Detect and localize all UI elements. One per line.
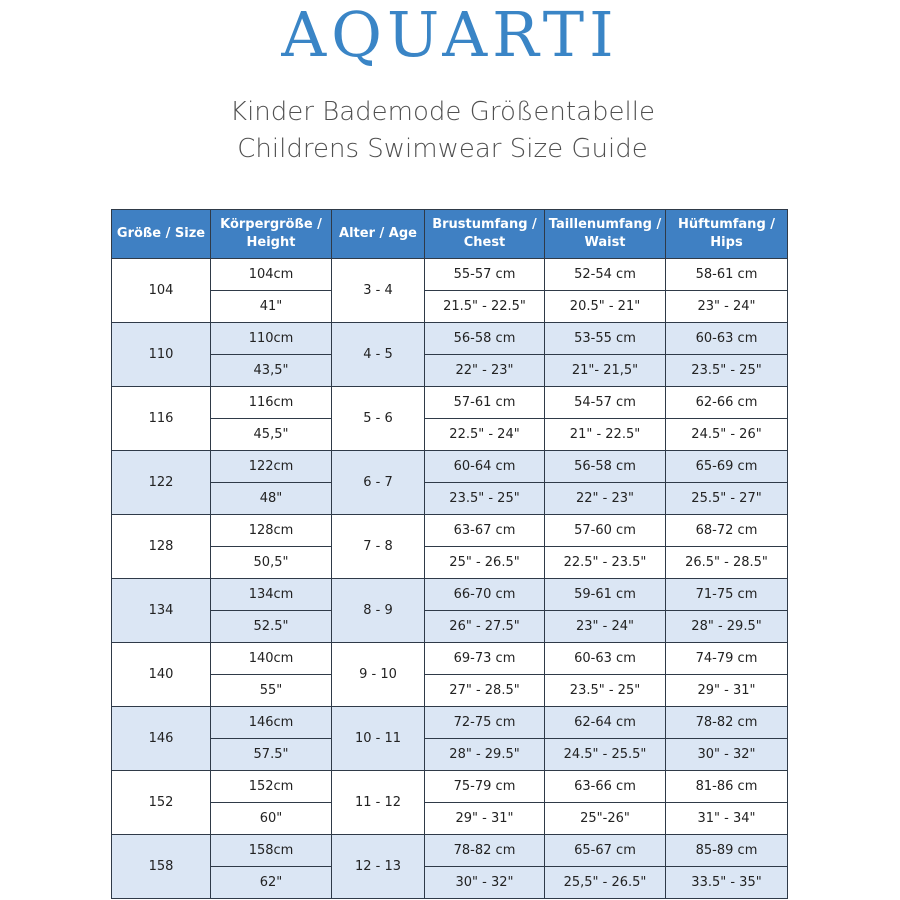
- waist-cm-cell: 53-55 cm: [545, 323, 666, 355]
- table-row: [112, 419, 788, 451]
- table-row: [112, 643, 788, 675]
- size-cell: 140: [112, 643, 211, 707]
- chest-cm-cell: 66-70 cm: [425, 579, 545, 611]
- age-cell: 10 - 11: [332, 707, 425, 771]
- waist-in-cell: 22.5" - 23.5": [545, 547, 666, 579]
- waist-in-cell: 25,5" - 26.5": [545, 867, 666, 899]
- size-table: [111, 209, 788, 899]
- hips-in-cell: 28" - 29.5": [666, 611, 788, 643]
- waist-cm-cell: 62-64 cm: [545, 707, 666, 739]
- waist-cm-cell: 59-61 cm: [545, 579, 666, 611]
- header-size: Größe / Size: [112, 210, 211, 259]
- height-cm-cell: 134cm: [211, 579, 332, 611]
- waist-cm-cell: 63-66 cm: [545, 771, 666, 803]
- size-cell: 134: [112, 579, 211, 643]
- table-row: [112, 355, 788, 387]
- subtitle-german: Kinder Bademode Größentabelle: [230, 97, 655, 127]
- header-hips: Hüftumfang / Hips: [666, 210, 788, 259]
- table-row: [112, 803, 788, 835]
- height-cm-cell: 158cm: [211, 835, 332, 867]
- table-row: [112, 739, 788, 771]
- hips-in-cell: 24.5" - 26": [666, 419, 788, 451]
- chest-in-cell: 28" - 29.5": [425, 739, 545, 771]
- chest-in-cell: 25" - 26.5": [425, 547, 545, 579]
- table-row: [112, 515, 788, 547]
- height-in-cell: 45,5": [211, 419, 332, 451]
- height-cm-cell: 104cm: [211, 259, 332, 291]
- table-row: [112, 483, 788, 515]
- height-in-cell: 55": [211, 675, 332, 707]
- height-in-cell: 62": [211, 867, 332, 899]
- chest-cm-cell: 60-64 cm: [425, 451, 545, 483]
- height-in-cell: 43,5": [211, 355, 332, 387]
- waist-in-cell: 24.5" - 25.5": [545, 739, 666, 771]
- hips-cm-cell: 62-66 cm: [666, 387, 788, 419]
- table-row: [112, 451, 788, 483]
- header-chest: Brustumfang / Chest: [425, 210, 545, 259]
- chest-cm-cell: 63-67 cm: [425, 515, 545, 547]
- table-row: [112, 387, 788, 419]
- size-cell: 158: [112, 835, 211, 899]
- waist-cm-cell: 60-63 cm: [545, 643, 666, 675]
- height-in-cell: 41": [211, 291, 332, 323]
- hips-cm-cell: 81-86 cm: [666, 771, 788, 803]
- height-cm-cell: 152cm: [211, 771, 332, 803]
- table-header-row: [112, 210, 788, 259]
- hips-in-cell: 31" - 34": [666, 803, 788, 835]
- hips-cm-cell: 58-61 cm: [666, 259, 788, 291]
- table-row: [112, 835, 788, 867]
- waist-cm-cell: 57-60 cm: [545, 515, 666, 547]
- hips-in-cell: 30" - 32": [666, 739, 788, 771]
- table-row: [112, 259, 788, 291]
- chest-in-cell: 26" - 27.5": [425, 611, 545, 643]
- brand-logo: AQUARTI: [281, 0, 619, 71]
- chest-cm-cell: 55-57 cm: [425, 259, 545, 291]
- table-row: [112, 867, 788, 899]
- chest-in-cell: 29" - 31": [425, 803, 545, 835]
- hips-in-cell: 26.5" - 28.5": [666, 547, 788, 579]
- hips-in-cell: 29" - 31": [666, 675, 788, 707]
- header-age: Alter / Age: [332, 210, 425, 259]
- hips-in-cell: 23" - 24": [666, 291, 788, 323]
- age-cell: 3 - 4: [332, 259, 425, 323]
- chest-in-cell: 22.5" - 24": [425, 419, 545, 451]
- chest-cm-cell: 57-61 cm: [425, 387, 545, 419]
- table-body: [112, 259, 788, 899]
- chest-cm-cell: 78-82 cm: [425, 835, 545, 867]
- height-cm-cell: 116cm: [211, 387, 332, 419]
- waist-in-cell: 21"- 21,5": [545, 355, 666, 387]
- table-row: [112, 579, 788, 611]
- waist-cm-cell: 52-54 cm: [545, 259, 666, 291]
- waist-in-cell: 22" - 23": [545, 483, 666, 515]
- waist-in-cell: 21" - 22.5": [545, 419, 666, 451]
- age-cell: 11 - 12: [332, 771, 425, 835]
- chest-cm-cell: 56-58 cm: [425, 323, 545, 355]
- waist-cm-cell: 65-67 cm: [545, 835, 666, 867]
- chest-in-cell: 27" - 28.5": [425, 675, 545, 707]
- height-cm-cell: 140cm: [211, 643, 332, 675]
- age-cell: 4 - 5: [332, 323, 425, 387]
- height-in-cell: 52.5": [211, 611, 332, 643]
- hips-in-cell: 25.5" - 27": [666, 483, 788, 515]
- header-waist: Taillenumfang / Waist: [545, 210, 666, 259]
- waist-cm-cell: 54-57 cm: [545, 387, 666, 419]
- hips-cm-cell: 68-72 cm: [666, 515, 788, 547]
- size-cell: 128: [112, 515, 211, 579]
- chest-in-cell: 30" - 32": [425, 867, 545, 899]
- age-cell: 9 - 10: [332, 643, 425, 707]
- chest-in-cell: 21.5" - 22.5": [425, 291, 545, 323]
- hips-cm-cell: 74-79 cm: [666, 643, 788, 675]
- hips-in-cell: 33.5" - 35": [666, 867, 788, 899]
- table-row: [112, 323, 788, 355]
- height-in-cell: 60": [211, 803, 332, 835]
- hips-in-cell: 23.5" - 25": [666, 355, 788, 387]
- waist-in-cell: 20.5" - 21": [545, 291, 666, 323]
- subtitle-english: Childrens Swimwear Size Guide: [237, 134, 648, 164]
- size-cell: 152: [112, 771, 211, 835]
- chest-cm-cell: 75-79 cm: [425, 771, 545, 803]
- hips-cm-cell: 71-75 cm: [666, 579, 788, 611]
- size-cell: 116: [112, 387, 211, 451]
- hips-cm-cell: 65-69 cm: [666, 451, 788, 483]
- age-cell: 6 - 7: [332, 451, 425, 515]
- table-row: [112, 771, 788, 803]
- height-in-cell: 50,5": [211, 547, 332, 579]
- size-cell: 146: [112, 707, 211, 771]
- table-row: [112, 675, 788, 707]
- height-cm-cell: 128cm: [211, 515, 332, 547]
- height-cm-cell: 146cm: [211, 707, 332, 739]
- size-cell: 104: [112, 259, 211, 323]
- waist-cm-cell: 56-58 cm: [545, 451, 666, 483]
- age-cell: 5 - 6: [332, 387, 425, 451]
- height-in-cell: 57.5": [211, 739, 332, 771]
- waist-in-cell: 23" - 24": [545, 611, 666, 643]
- height-cm-cell: 110cm: [211, 323, 332, 355]
- hips-cm-cell: 78-82 cm: [666, 707, 788, 739]
- table-row: [112, 291, 788, 323]
- age-cell: 7 - 8: [332, 515, 425, 579]
- age-cell: 8 - 9: [332, 579, 425, 643]
- chest-in-cell: 22" - 23": [425, 355, 545, 387]
- chest-cm-cell: 72-75 cm: [425, 707, 545, 739]
- size-cell: 122: [112, 451, 211, 515]
- chest-cm-cell: 69-73 cm: [425, 643, 545, 675]
- table-row: [112, 707, 788, 739]
- waist-in-cell: 25"-26": [545, 803, 666, 835]
- chest-in-cell: 23.5" - 25": [425, 483, 545, 515]
- height-in-cell: 48": [211, 483, 332, 515]
- waist-in-cell: 23.5" - 25": [545, 675, 666, 707]
- age-cell: 12 - 13: [332, 835, 425, 899]
- hips-cm-cell: 60-63 cm: [666, 323, 788, 355]
- height-cm-cell: 122cm: [211, 451, 332, 483]
- size-cell: 110: [112, 323, 211, 387]
- table-row: [112, 611, 788, 643]
- table-row: [112, 547, 788, 579]
- header-height: Körpergröße / Height: [211, 210, 332, 259]
- hips-cm-cell: 85-89 cm: [666, 835, 788, 867]
